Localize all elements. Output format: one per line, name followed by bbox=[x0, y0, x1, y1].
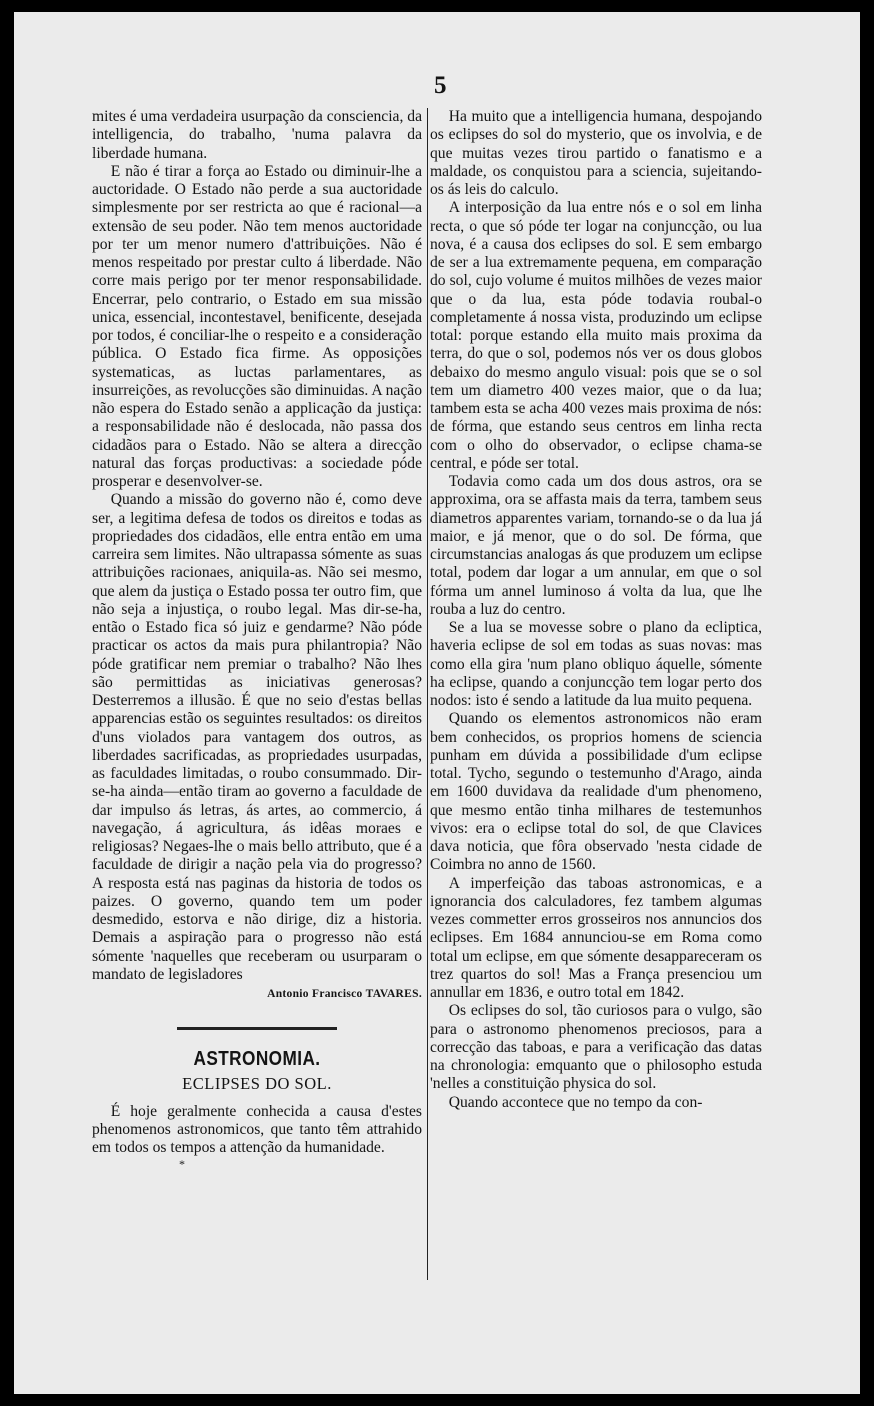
paragraph: Ha muito que a intelligencia humana, despojando os eclipses do sol do mysterio, que os involvia, e de que muitas vezes tirou partido o fanatismo e a maldade, os conquistou para a sciencia, sujeitando-os ás leis do calculo. bbox=[430, 108, 762, 198]
left-column bbox=[92, 108, 422, 1170]
paragraph: A imperfeição das taboas astronomicas, e a ignorancia dos calculadores, fez tambem algumas vezes commetter erros grosseiros nos annuncios dos eclipses. Em 1684 annunciou-se em Roma como total um eclipse, em que sómente desappareceram os trez quartos do sol! Mas a França presenciou um annullar em 1836, e outro total em 1842. bbox=[430, 874, 762, 1001]
paragraph: A interposição da lua entre nós e o sol em linha recta, o que só póde ter logar na conjuncção, ou lua nova, é a causa dos eclipses do sol. E sem embargo de ser a lua extremamente pequena, em comparação do sol, cujo volume é muitos milhões de vezes maior que o da lua, esta póde todavia roubal-o completamente á nossa vista, produzindo um eclipse total: porque estando ella muito mais proxima da terra, do que o sol, podemos nós ver os dous globos debaixo do mesmo angulo visual: pois que se o sol tem um diametro 400 vezes maior, que o da lua; tambem esta se acha 400 vezes mais proxima de nós: de fórma, que estando seus centros em linha recta com o olho do observador, o eclipse chama-se central, e póde ser total. bbox=[430, 199, 762, 472]
paragraph: Todavia como cada um dos dous astros, ora se approxima, ora se affasta mais da terra, tambem seus diametros apparentes variam, tornando-se o da lua já maior, e já menor, que o do sol. De fórma, que circumstancias analogas ás que produzem um eclipse total, podem dar logar a um annular, em que o sol fórma um annel luminoso á volta da lua, que lhe rouba a luz do centro. bbox=[430, 473, 762, 618]
paragraph: Os eclipses do sol, tão curiosos para o vulgo, são para o astronomo phenomenos preciosos, para a correcção das taboas, e para a verificação das datas na chronologia: emquanto que o philosopho estuda 'nelles a constituição physica do sol. bbox=[430, 1002, 762, 1093]
author-signature: Antonio Francisco TAVARES. bbox=[267, 988, 422, 1000]
paragraph: mites é uma verdadeira usurpação da consciencia, da intelligencia, do trabalho, 'numa palavra da liberdade humana. bbox=[92, 108, 422, 162]
page-number: 5 bbox=[434, 72, 447, 99]
asterisk-mark: * bbox=[179, 1156, 185, 1171]
section-title: ASTRONOMIA. bbox=[193, 1048, 321, 1071]
paragraph: Se a lua se movesse sobre o plano da ecliptica, haveria eclipse de sol em todas as suas novas: mas como ella gira 'num plano obliquo áquelle, sómente ha eclipse, quando a conjuncção tem logar perto dos nodos: isto é sendo a latitude da lua muito pequena. bbox=[430, 619, 762, 709]
paragraph: Quando accontece que no tempo da con- bbox=[448, 1093, 703, 1111]
newspaper-page bbox=[14, 12, 860, 1394]
paragraph: Quando os elementos astronomicos não eram bem conhecidos, os proprios homens de sciencia punham em dúvida a possibilidade d'um eclipse total. Tycho, segundo o testemunho d'Arago, ainda em 1600 duvidava da realidade d'um phenomeno, que mesmo então tinha milhares de testemunhos vivos: era o eclipse total do sol, de que Clavices dava noticia, que fôra observado 'nesta cidade de Coimbra no anno de 1560. bbox=[430, 710, 762, 874]
paragraph: E não é tirar a força ao Estado ou diminuir-lhe a auctoridade. O Estado não perde a sua auctoridade simplesmente por ser restricta ao que é racional—a extensão de seu poder. Não tem menos auctoridade por ter um menor numero d'attribuições. Não é menos respeitado por prestar culto á liberdade. Não corre mais perigo por ter menor responsabilidade. Encerrar, pelo contrario, o Estado em sua missão unica, essencial, incontestavel, benificente, desejada por todos, é conciliar-lhe o respeito e a consideração pública. O Estado fica firme. As opposições systematicas, as luctas parlamentares, as insurreições, as revolucções são diminuidas. A nação não espera do Estado senão a applicação da justiça: a responsabilidade não é deslocada, não passa dos cidadãos para o Estado. Não se altera a direcção natural das forças productivas: a sociedade póde prosperar e desenvolver-se. bbox=[92, 162, 422, 490]
article-title: ECLIPSES DO SOL. bbox=[182, 1073, 332, 1093]
paragraph: Quando a missão do governo não é, como deve ser, a legitima defesa de todos os direitos e todas as propriedades dos cidadãos, elle entra então em uma carreira sem limites. Não ultrapassa sómente as suas attribuições racionaes, aniquila-as. Não sei mesmo, que alem da justiça o Estado possa ter outro fim, que não seja a injustiça, o roubo legal. Mas dir-se-ha, então o Estado fica só juiz e gendarme? Não póde practicar os actos da mais pura philantropia? Não póde gratificar nem premiar o trabalho? Não lhes são permittidas as iniciativas generosas? Desterremos a illusão. É que no seio d'estas bellas apparencias estão os seguintes resultados: os direitos d'uns violados para vantagem dos outros, as liberdades sacrificadas, as propriedades usurpadas, as faculdades limitadas, o roubo consummado. Dir-se-ha ainda—então tiram ao governo a faculdade de dar impulso ás letras, ás artes, ao commercio, á navegação, á agricultura, ás idêas moraes e religiosas? Negaes-lhe o mais bello attributo, que é a faculdade de dirigir a nação pela via do progresso? A resposta está nas paginas da historia de todos os paizes. O governo, quando tem um poder desmedido, estorva e não dirige, diz a historia. Demais a aspiração para o progresso não está sómente 'naquelles que receberam ou usurparam o mandato de legisladores bbox=[92, 491, 422, 983]
right-column bbox=[430, 108, 762, 1112]
section-divider bbox=[177, 1027, 337, 1030]
column-divider bbox=[427, 108, 428, 1280]
article-intro: É hoje geralmente conhecida a causa d'estes phenomenos astronomicos, que tanto têm attrahido em todos os tempos a attenção da humanidade. bbox=[92, 1102, 422, 1157]
